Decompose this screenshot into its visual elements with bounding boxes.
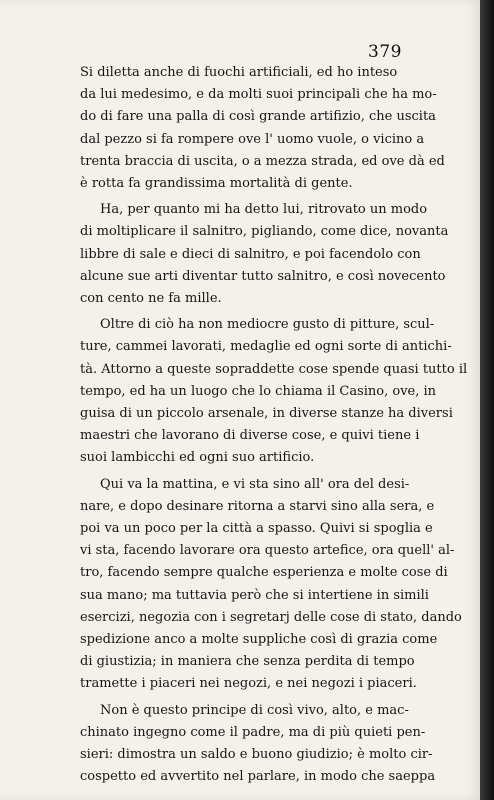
text-line: dal pezzo si fa rompere ove l' uomo vuole, o vicino a bbox=[80, 131, 425, 147]
text-line: è rotta fa grandissima mortalità di gente. bbox=[80, 176, 353, 192]
text-line: Qui va la mattina, e vi sta sino all' ora del desi- bbox=[100, 476, 410, 492]
paragraph-1 bbox=[60, 62, 445, 195]
text-line: di moltiplicare il salnitro, pigliando, come dice, novanta bbox=[80, 224, 449, 240]
text-line: do di fare una palla di così grande artifizio, che uscita bbox=[80, 109, 436, 125]
text-line: chinato ingegno come il padre, ma di più quieti pen- bbox=[80, 724, 426, 740]
text-line: libbre di sale e dieci di salnitro, e poi facendolo con bbox=[80, 246, 421, 262]
text-line: suoi lambicchi ed ogni suo artificio. bbox=[80, 450, 315, 466]
text-line: con cento ne fa mille. bbox=[80, 291, 222, 307]
text-line: tro, facendo sempre qualche esperienza e molte cose di bbox=[80, 565, 448, 581]
text-line: Si diletta anche di fuochi artificiali, ed ho inteso bbox=[80, 65, 398, 80]
paragraph-2 bbox=[60, 199, 449, 310]
text-line: sieri: dimostra un saldo e buono giudizio; è molto cir- bbox=[80, 747, 433, 763]
text-line: da lui medesimo, e da molti suoi principali che ha mo- bbox=[80, 87, 437, 103]
text-line: Oltre di ciò ha non mediocre gusto di pitture, scul- bbox=[100, 317, 435, 333]
text-line: maestri che lavorano di diverse cose, e quivi tiene i bbox=[80, 428, 420, 444]
paragraph-5 bbox=[60, 700, 436, 789]
text-line: alcune sue arti diventar tutto salnitro, e così novecento bbox=[80, 268, 446, 284]
text-line: sua mano; ma tuttavia però che si intertiene in simili bbox=[80, 587, 429, 603]
text-line: vi sta, facendo lavorare ora questo artefice, ora quell' al- bbox=[80, 543, 455, 559]
page-number: 379 bbox=[368, 42, 402, 62]
text-line: Ha, per quanto mi ha detto lui, ritrovato un modo bbox=[100, 202, 428, 218]
text-line: ture, cammei lavorati, medaglie ed ogni sorte di antichi- bbox=[80, 339, 452, 355]
text-line: di giustizia; in maniera che senza perdita di tempo bbox=[80, 654, 415, 670]
text-line: tempo, ed ha un luogo che lo chiama il Casino, ove, in bbox=[80, 383, 437, 399]
paragraph-4 bbox=[60, 474, 462, 696]
text-line: poi va un poco per la città a spasso. Quivi si spoglia e bbox=[80, 521, 433, 537]
text-line: nare, e dopo desinare ritorna a starvi sino alla sera, e bbox=[80, 498, 435, 514]
text-line: tramette i piaceri nei negozi, e nei negozi i piaceri. bbox=[80, 676, 417, 692]
paragraph-3 bbox=[60, 314, 468, 469]
text-line: guisa di un piccolo arsenale, in diverse stanze ha diversi bbox=[80, 406, 453, 422]
text-line: spedizione anco a molte suppliche così di grazia come bbox=[80, 632, 438, 648]
text-line: trenta braccia di uscita, o a mezza strada, ed ove dà ed bbox=[80, 153, 445, 169]
text-line: Non è questo principe di così vivo, alto, e mac- bbox=[100, 702, 409, 718]
body-text bbox=[60, 62, 468, 789]
page-gutter bbox=[480, 0, 494, 800]
text-line: esercizi, negozia con i segretarj delle cose di stato, dando bbox=[80, 609, 462, 625]
text-line: cospetto ed avvertito nel parlare, in modo che saeppa bbox=[80, 769, 436, 785]
text-line: tà. Attorno a queste sopraddette cose spende quasi tutto il bbox=[80, 361, 468, 377]
